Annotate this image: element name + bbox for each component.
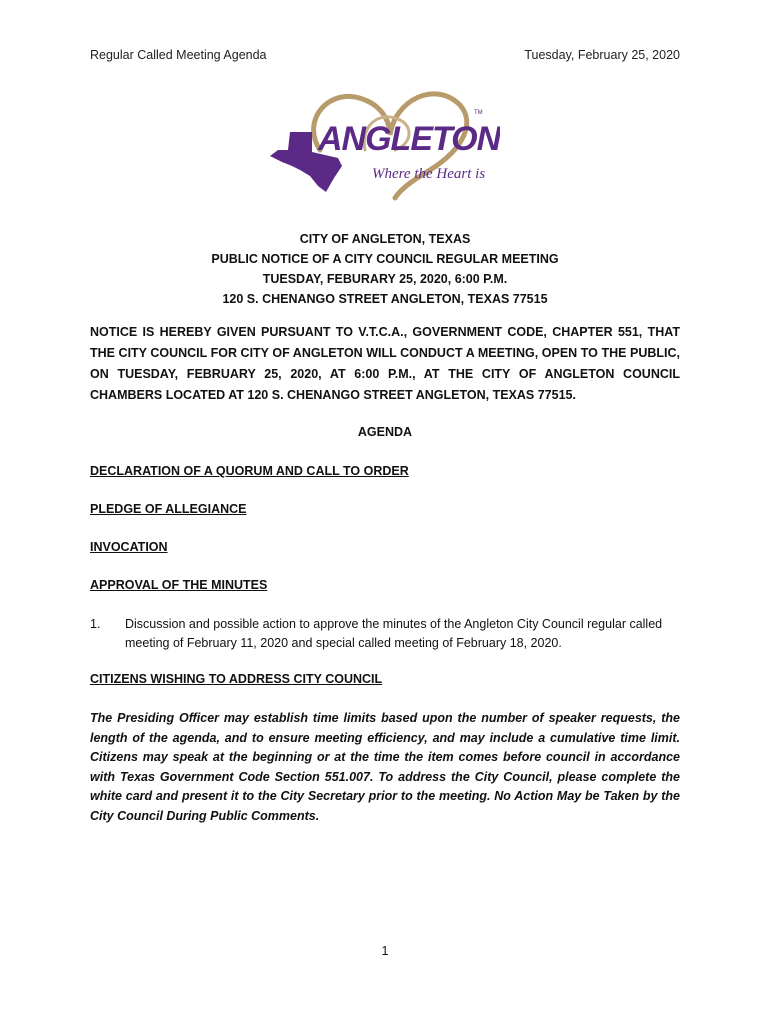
citizens-note: The Presiding Officer may establish time limits based upon the number of speaker requests, the length of the agenda, and to ensure meeting efficiency, and may include a cumulative time limit. Citizens may speak at the beginning or at the time the item comes before council in accordance with Texas Government Code Section 551.007. To address the City Council, please complete the white card and present it to the City Secretary prior to the meeting. No Action May be Taken by the City Council During Public Comments.	[90, 711, 680, 823]
header-left: Regular Called Meeting Agenda	[90, 48, 267, 62]
title-line-4: 120 S. CHENANGO STREET ANGLETON, TEXAS 77515	[222, 292, 548, 306]
agenda-item-text: Discussion and possible action to approve the minutes of the Angleton City Council regular called meeting of February 11, 2020 and special called meeting of February 18, 2020.	[125, 617, 663, 650]
section-invocation: INVOCATION	[90, 540, 168, 554]
logo-trademark: TM	[474, 110, 483, 116]
public-notice-paragraph: NOTICE IS HEREBY GIVEN PURSUANT TO V.T.C.A., GOVERNMENT CODE, CHAPTER 551, THAT THE CITY COUNCIL FOR CITY OF ANGLETON WILL CONDUCT A MEETING, OPEN TO THE PUBLIC, ON TUESDAY, FEBRUARY 25, 2020, AT 6:00 P.M., AT THE CITY OF ANGLETON COUNCIL CHAMBERS LOCATED AT 120 S. CHENANGO STREET ANGLETON, TEXAS 77515.	[90, 325, 680, 402]
section-pledge: PLEDGE OF ALLEGIANCE	[90, 502, 247, 516]
title-line-1: CITY OF ANGLETON, TEXAS	[299, 232, 471, 246]
page-number: 1	[381, 944, 389, 958]
angleton-logo	[260, 80, 500, 208]
running-header	[90, 48, 680, 62]
agenda-heading: AGENDA	[357, 425, 413, 439]
title-block	[90, 229, 680, 309]
section-minutes: APPROVAL OF THE MINUTES	[90, 578, 268, 592]
section-quorum: DECLARATION OF A QUORUM AND CALL TO ORDER	[90, 464, 409, 478]
header-right: Tuesday, February 25, 2020	[524, 48, 680, 62]
logo-name: ANGLETON	[318, 120, 500, 158]
agenda-item	[90, 615, 680, 653]
section-citizens: CITIZENS WISHING TO ADDRESS CITY COUNCIL	[90, 672, 383, 686]
agenda-item-number: 1.	[90, 617, 101, 631]
title-line-2: PUBLIC NOTICE OF A CITY COUNCIL REGULAR MEETING	[211, 252, 559, 266]
logo-tagline: Where the Heart is	[372, 166, 486, 182]
title-line-3: TUESDAY, FEBURARY 25, 2020, 6:00 P.M.	[262, 272, 508, 286]
